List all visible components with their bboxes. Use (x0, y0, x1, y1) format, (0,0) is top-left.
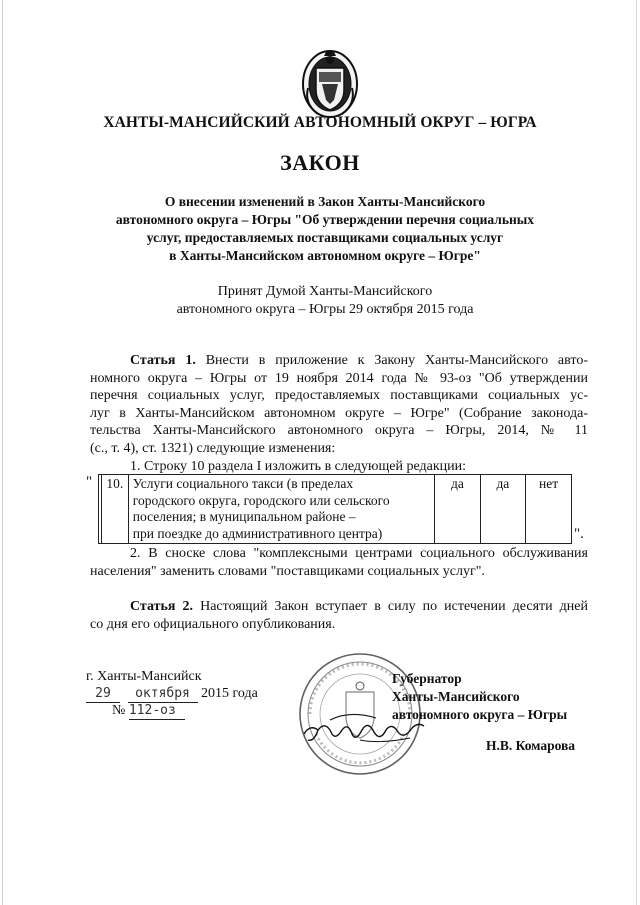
adoption-line: автономного округа – Югры 29 октября 2015 года (176, 302, 474, 317)
region-heading: ХАНТЫ-МАНСИЙСКИЙ АВТОНОМНЫЙ ОКРУГ – ЮГРА (103, 114, 537, 131)
law-title (60, 193, 590, 265)
service-description-line: поселения; в муниципальном районе – (132, 509, 356, 524)
amended-row-block (86, 474, 586, 546)
form-column-3-cell: нет (526, 475, 572, 544)
article-2-line: со дня его официального опубликования. (90, 616, 336, 632)
law-title-line: О внесении изменений в Закон Ханты-Мансийского (164, 194, 486, 209)
adoption-line: Принят Думой Ханты-Мансийского (217, 284, 433, 299)
date-day: 29 (95, 686, 111, 701)
services-table (98, 474, 572, 544)
article-1-line: луг в Ханты-Мансийском автономном округе – Югре" (Собрание законода- (90, 405, 588, 421)
signer-name: Н.В. Комарова (486, 738, 576, 753)
item-2-line: 2. В сноске слова "комплексными центрами социального обслуживания (130, 546, 588, 561)
scan-edge-right (636, 0, 637, 905)
article-2-label: Статья 2. (130, 599, 194, 614)
law-number (112, 703, 185, 720)
open-quote: " (86, 474, 93, 490)
coat-of-arms-emblem (300, 48, 360, 120)
governor-line: Губернатор (392, 671, 462, 686)
form-column-2-cell: да (480, 475, 525, 544)
governor-line: Ханты-Мансийского (392, 689, 520, 704)
article-1-first-line (90, 352, 588, 370)
scan-edge-left (2, 0, 3, 905)
article-1-item-1 (90, 458, 588, 476)
date-day-field (86, 686, 120, 703)
close-quote: ". (574, 526, 584, 542)
governor-block (392, 670, 567, 724)
law-title-line: в Ханты-Мансийском автономном округе – Югре" (169, 248, 481, 263)
date-year: 2015 года (201, 686, 258, 701)
article-2 (90, 598, 588, 633)
document-type-heading: ЗАКОН (280, 150, 360, 175)
service-description-line: Услуги социального такси (в пределах (132, 476, 354, 491)
service-description-cell (128, 475, 434, 544)
signing-place: г. Ханты-Мансийск (86, 669, 202, 684)
adoption-note (60, 283, 590, 319)
row-number-cell: 10. (101, 475, 128, 544)
article-1-label: Статья 1. (130, 353, 196, 368)
article-1-line: номного округа – Югры от 19 ноября 2014 года № 93-оз "Об утверждении (90, 370, 588, 386)
date-month: октября (135, 686, 190, 701)
law-number-field (129, 703, 185, 720)
article-1 (90, 352, 588, 458)
article-1-line: (с., т. 4), ст. 1321) следующие изменения: (90, 440, 336, 456)
date-month-field (128, 686, 198, 703)
article-1-line: перечня социальных услуг, предоставляемых поставщиками социальных ус- (90, 388, 588, 404)
service-description-line: при поездке до административного центра) (132, 525, 383, 541)
law-title-line: услуг, предоставляемых поставщиками социальных услуг (146, 230, 504, 245)
item-1-text: 1. Строку 10 раздела I изложить в следующей редакции: (130, 459, 467, 474)
article-1-text: Внести в приложение к Закону Ханты-Мансийского авто- (195, 353, 589, 368)
article-1-item-2 (90, 545, 588, 580)
article-2-text: Настоящий Закон вступает в силу по истечении десяти дней (193, 599, 588, 614)
item-2-line: населения" заменить словами "поставщиками социальных услуг". (90, 563, 485, 579)
law-number-sign: № (112, 703, 126, 718)
form-column-1-cell: да (435, 475, 480, 544)
law-number-value: 112-оз (128, 703, 176, 718)
governor-line: автономного округа – Югры (392, 707, 568, 722)
signing-date (86, 686, 258, 703)
article-2-first-line (90, 598, 588, 616)
service-description-line: городского округа, городского или сельского (132, 492, 390, 508)
article-1-line: тельства Ханты-Мансийского автономного округа – Югры, 2014, № 11 (90, 423, 588, 439)
table-row (99, 475, 572, 544)
law-title-line: автономного округа – Югры "Об утверждении перечня социальных (115, 212, 535, 227)
